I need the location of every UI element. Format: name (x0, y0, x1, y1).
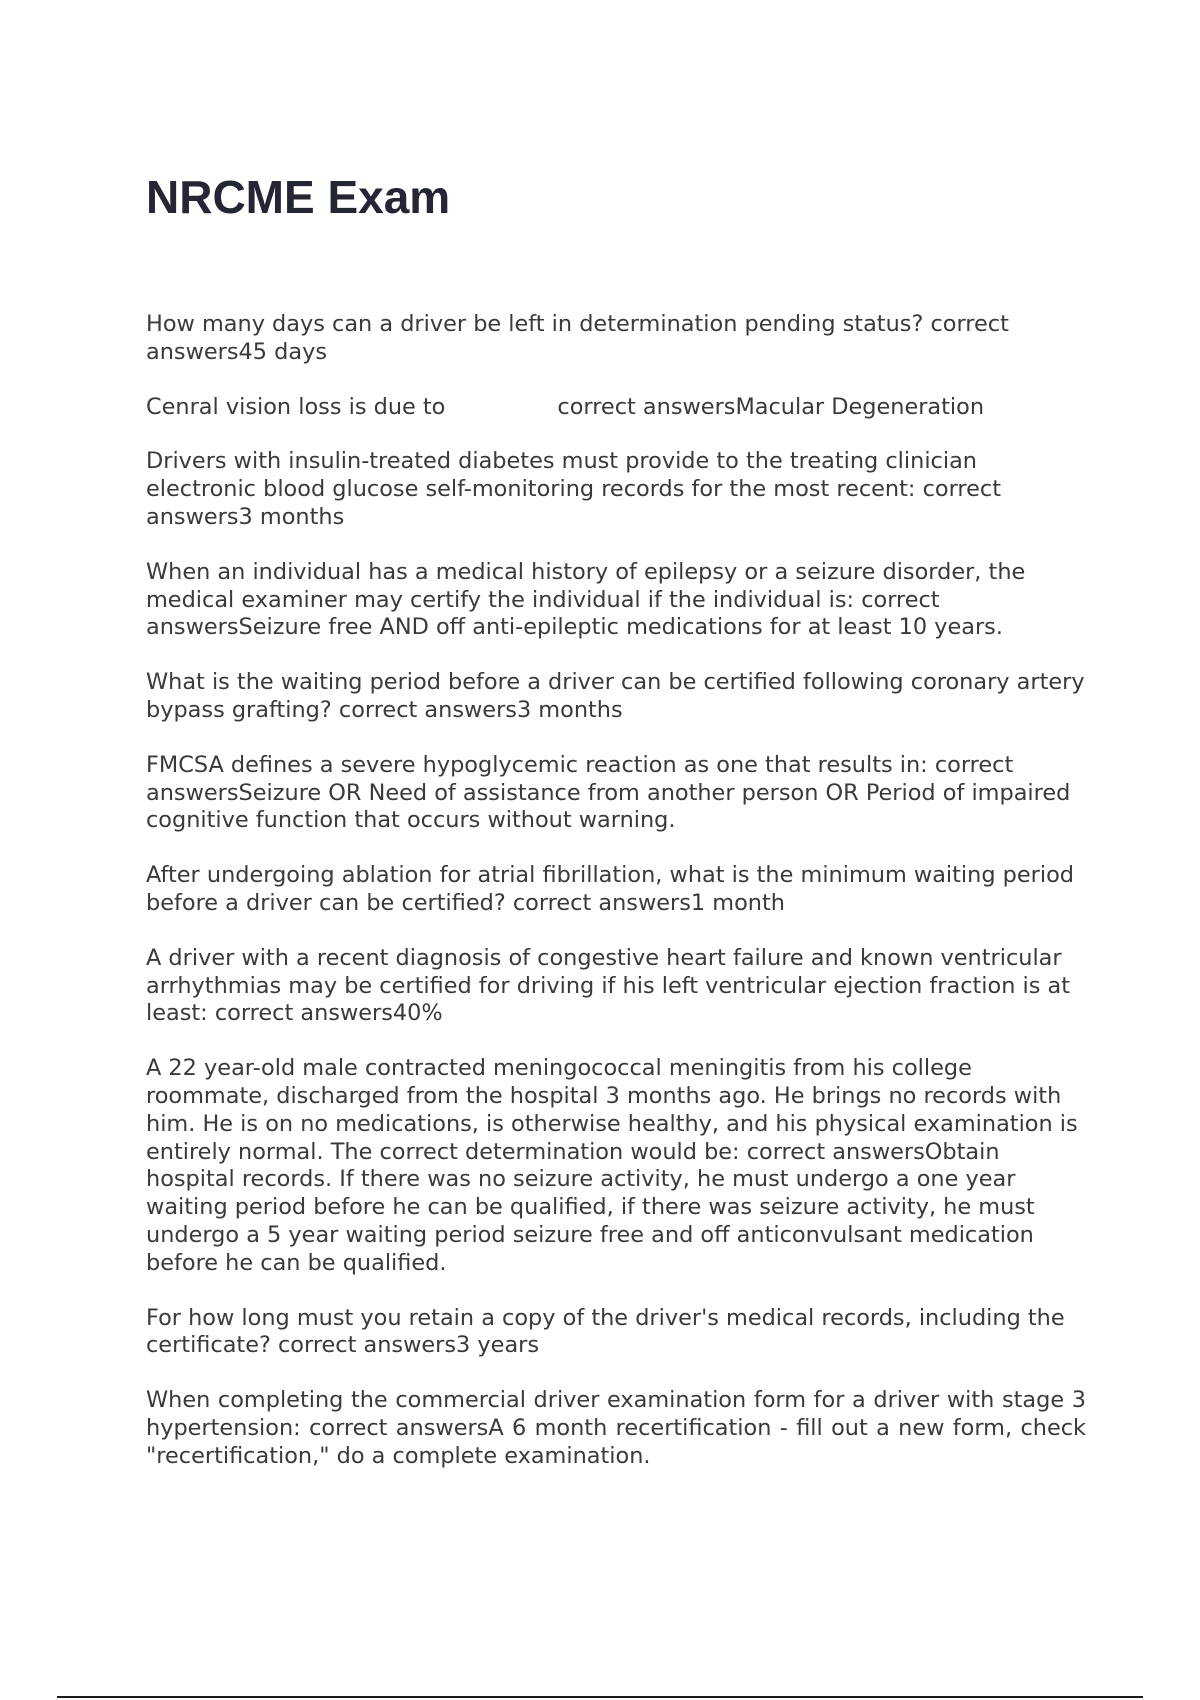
qa-list (146, 311, 1086, 1498)
question-text: Drivers with insulin-treated diabetes must provide to the treating clinician electronic blood glucose self-monitoring records for the most recent: (146, 448, 977, 503)
answer-text: correct answersA 6 month recertification - fill out a new form, check "recertification," do a complete examination. (146, 1414, 1087, 1469)
question-text: Cenral vision loss is due to (146, 393, 446, 420)
qa-item-10 (146, 1305, 1086, 1361)
question-text: How many days can a driver be left in determination pending status? (146, 311, 924, 337)
qa-item-5 (146, 669, 1086, 725)
qa-item-4 (146, 559, 1086, 642)
answer-text: correct answersSeizure OR Need of assistance from another person OR Period of impaired cognitive function that occurs without warning. (146, 751, 1071, 834)
qa-item-6 (146, 752, 1086, 835)
answer-text: correct answers3 years (278, 1332, 540, 1359)
answer-text: correct answersMacular Degeneration (557, 393, 985, 420)
question-text: For how long must you retain a copy of the driver's medical records, including the certificate? (146, 1304, 1065, 1359)
question-text: When an individual has a medical history of epilepsy or a seizure disorder, the medical examiner may certify the individual if the individual is: (146, 558, 1026, 613)
qa-item-7 (146, 862, 1086, 918)
question-text: After undergoing ablation for atrial fibrillation, what is the minimum waiting period before a driver can be certified? (146, 862, 1074, 916)
question-text: A driver with a recent diagnosis of congestive heart failure and known ventricular arrhythmias may be certified for driving if his left ventricular ejection fraction is at least: (146, 944, 1071, 1027)
answer-text: correct answers1 month (512, 889, 785, 916)
answer-text: correct answers40% (214, 1000, 443, 1027)
answer-text: correct answersSeizure free AND off anti-epileptic medications for at least 10 years. (146, 586, 1003, 641)
question-text: When completing the commercial driver examination form for a driver with stage 3 hypertension: (146, 1387, 1086, 1441)
answer-text: correct answers45 days (146, 311, 1009, 365)
page-divider (57, 1696, 1143, 1698)
question-text: FMCSA defines a severe hypoglycemic reaction as one that results in: (146, 751, 928, 778)
question-text: What is the waiting period before a driver can be certified following coronary artery bypass grafting? (146, 669, 1085, 723)
qa-item-8 (146, 945, 1086, 1028)
qa-item-11 (146, 1387, 1086, 1470)
answer-text: correct answers3 months (338, 696, 623, 723)
qa-item-1 (146, 311, 1086, 367)
question-text: A 22 year-old male contracted meningococcal meningitis from his college roommate, discharged from the hospital 3 months ago. He brings no records with him. He is on no medications, is otherwise healthy, and his physical examination is entirely normal. The correct determination would be: (146, 1055, 1078, 1165)
qa-item-9 (146, 1055, 1086, 1277)
qa-item-2 (146, 394, 1086, 422)
answer-text: correct answersObtain hospital records. If there was no seizure activity, he must undergo a one year waiting period before he can be qualified, if there was seizure activity, he must undergo a 5 year waiting period seizure free and off anticonvulsant medication before he can be qualified. (146, 1138, 1035, 1276)
answer-text: correct answers3 months (146, 476, 1001, 530)
qa-item-3 (146, 448, 1086, 531)
page-title: NRCME Exam (146, 171, 451, 223)
